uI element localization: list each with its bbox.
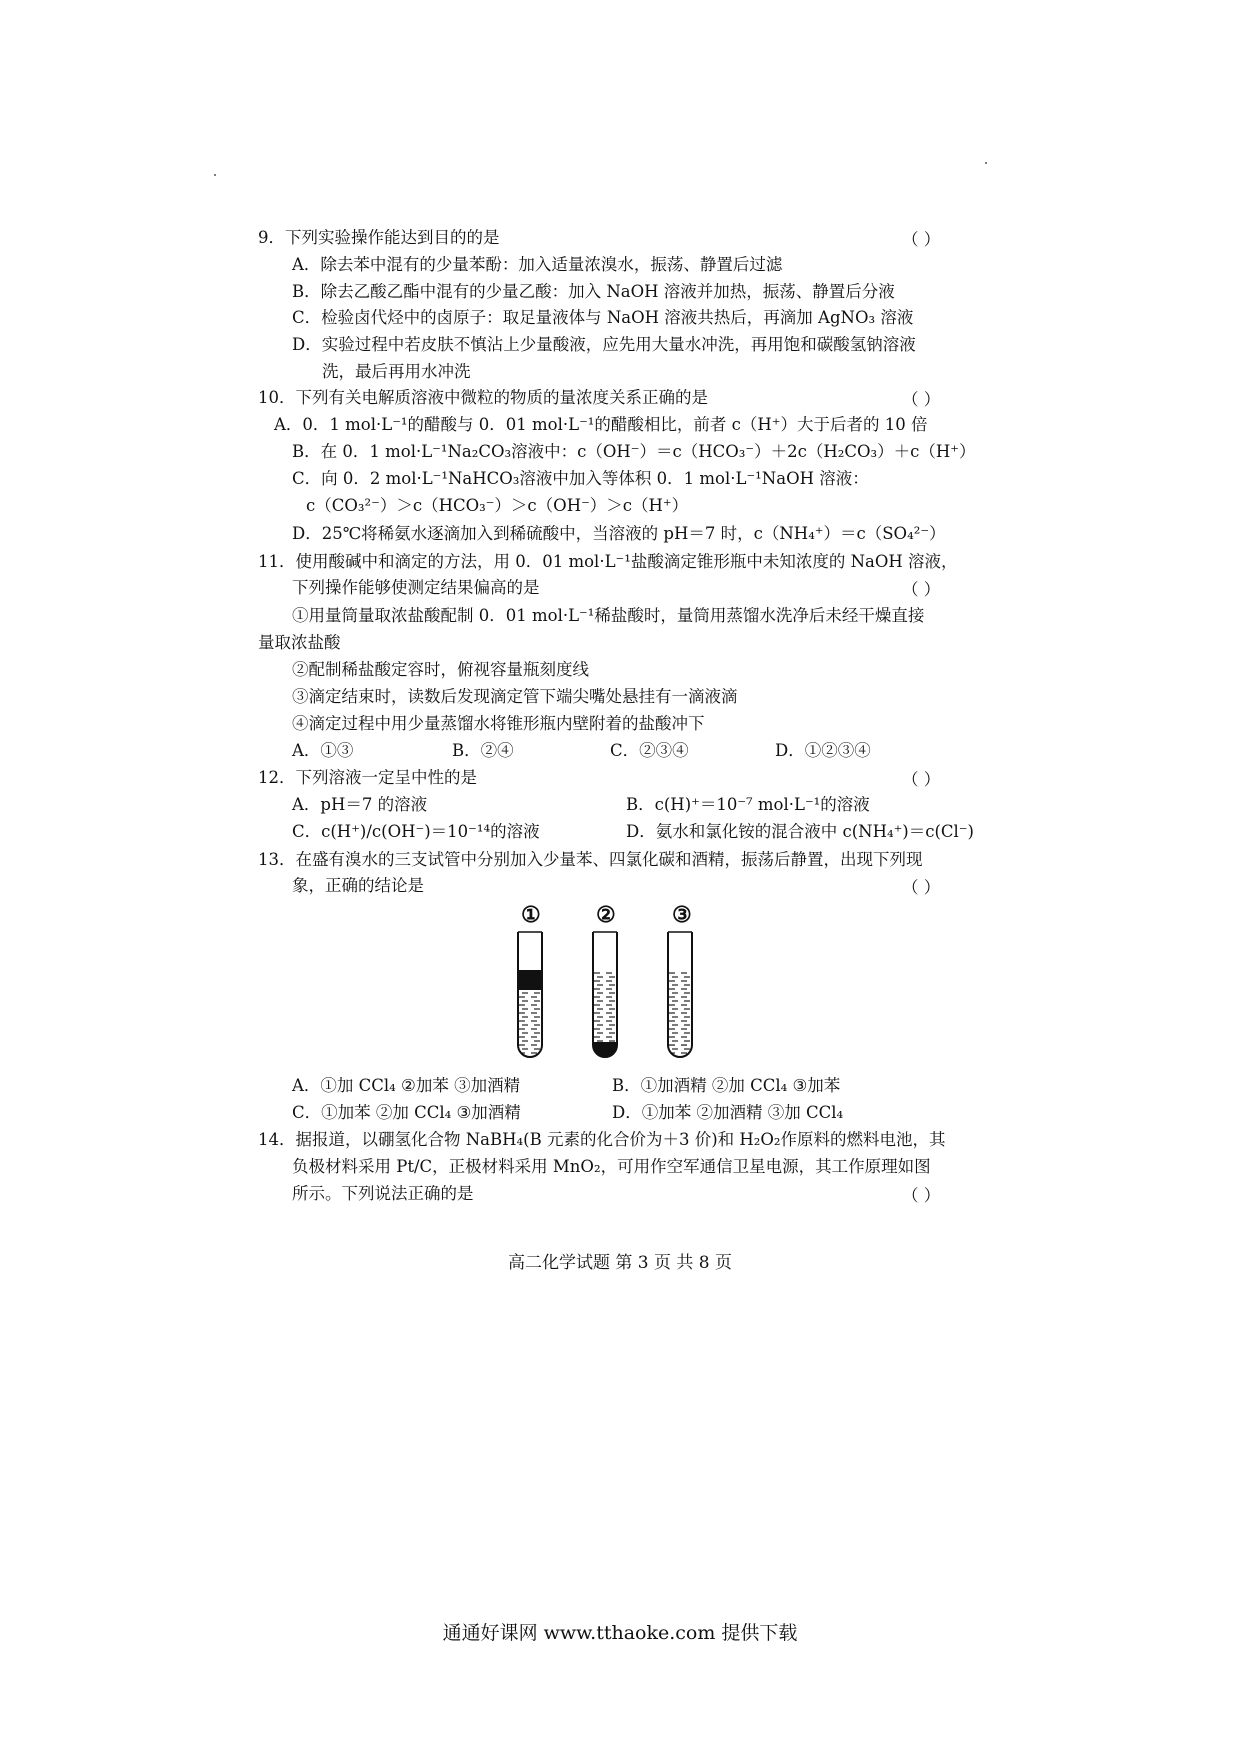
q10-option-a: A．0．1 mol·L⁻¹的醋酸与 0．01 mol·L⁻¹的醋酸相比，前者 c（H⁺）大于后者的 10 倍: [274, 415, 928, 434]
q9-option-b: B．除去乙酸乙酯中混有的少量乙酸：加入 NaOH 溶液并加热，振荡、静置后分液: [292, 282, 895, 301]
q12-option-c: C．c(H⁺)/c(OH⁻)＝10⁻¹⁴的溶液: [292, 822, 540, 841]
q13-option-a: A．①加 CCl₄ ②加苯 ③加酒精: [292, 1076, 521, 1095]
q13-answer-paren: （ ）: [902, 878, 941, 897]
q13-option-b: B．①加酒精 ②加 CCl₄ ③加苯: [612, 1076, 841, 1095]
q11-option-c: C．②③④: [610, 741, 689, 760]
tube-1: [518, 932, 542, 1068]
q10-option-b: B．在 0．1 mol·L⁻¹Na₂CO₃溶液中：c（OH⁻）＝c（HCO₃⁻）＋2c（H₂CO₃）＋c（H⁺）: [292, 442, 976, 461]
scan-speck: [985, 162, 987, 164]
q11-statement-4: ④滴定过程中用少量蒸馏水将锥形瓶内壁附着的盐酸冲下: [292, 714, 705, 733]
q13-option-d: D．①加苯 ②加酒精 ③加 CCl₄: [612, 1103, 844, 1122]
page-footer: 高二化学试题 第 3 页 共 8 页: [507, 1253, 733, 1273]
test-tube-drawing: [505, 930, 755, 1080]
tube-2-label: ②: [596, 902, 616, 928]
q10-option-c-cont: c（CO₃²⁻）＞c（HCO₃⁻）＞c（OH⁻）＞c（H⁺）: [306, 496, 689, 515]
q13-stem-cont: 象，正确的结论是: [292, 876, 424, 895]
tube-3: [668, 932, 692, 1057]
q11-answer-paren: （ ）: [902, 580, 941, 599]
q9-option-d: D．实验过程中若皮肤不慎沾上少量酸液，应先用大量水冲洗，再用饱和碳酸氢钠溶液: [292, 335, 916, 354]
watermark-text: 通通好课网 www.tthaoke.com 提供下载: [442, 1622, 798, 1644]
q9-option-c: C．检验卤代烃中的卤原子：取足量液体与 NaOH 溶液共热后，再滴加 AgNO₃ 溶液: [292, 308, 914, 327]
q11-option-b: B．②④: [452, 741, 514, 760]
q11-statement-1-cont: 量取浓盐酸: [258, 633, 341, 652]
q9-stem: 9．下列实验操作能达到目的的是: [258, 228, 500, 247]
q10-stem: 10．下列有关电解质溶液中微粒的物质的量浓度关系正确的是: [258, 388, 708, 407]
tube-1-label: ①: [521, 902, 541, 928]
q14-stem-cont-2: 所示。下列说法正确的是: [292, 1184, 474, 1203]
q14-stem: 14．据报道，以硼氢化合物 NaBH₄(B 元素的化合价为＋3 价)和 H₂O₂作原料的燃料电池，其: [258, 1130, 946, 1149]
q10-answer-paren: （ ）: [902, 390, 941, 409]
q11-statement-3: ③滴定结束时，读数后发现滴定管下端尖嘴处悬挂有一滴液滴: [292, 687, 738, 706]
q11-stem-cont: 下列操作能够使测定结果偏高的是: [292, 578, 540, 597]
q13-stem: 13．在盛有溴水的三支试管中分别加入少量苯、四氯化碳和酒精，振荡后静置，出现下列现: [258, 850, 923, 869]
q12-stem: 12．下列溶液一定呈中性的是: [258, 768, 477, 787]
q14-answer-paren: （ ）: [902, 1186, 941, 1205]
q11-statement-2: ②配制稀盐酸定容时，俯视容量瓶刻度线: [292, 660, 589, 679]
q12-answer-paren: （ ）: [902, 770, 941, 789]
q14-stem-cont-1: 负极材料采用 Pt/C，正极材料采用 MnO₂，可用作空军通信卫星电源，其工作原理如图: [292, 1157, 931, 1176]
tube-3-label: ③: [672, 902, 692, 928]
q10-option-d: D．25℃将稀氨水逐滴加入到稀硫酸中，当溶液的 pH＝7 时，c（NH₄⁺）＝c（SO₄²⁻）: [292, 524, 946, 543]
q11-stem: 11．使用酸碱中和滴定的方法，用 0．01 mol·L⁻¹盐酸滴定锥形瓶中未知浓度的 NaOH 溶液，: [258, 552, 958, 571]
q11-option-a: A．①③: [292, 741, 354, 760]
q11-option-d: D．①②③④: [775, 741, 871, 760]
q10-option-c: C．向 0．2 mol·L⁻¹NaHCO₃溶液中加入等体积 0．1 mol·L⁻¹NaOH 溶液：: [292, 469, 869, 488]
q9-option-d-cont: 洗，最后再用水冲洗: [322, 362, 471, 381]
q12-option-d: D．氨水和氯化铵的混合液中 c(NH₄⁺)＝c(Cl⁻): [626, 822, 974, 841]
q13-option-c: C．①加苯 ②加 CCl₄ ③加酒精: [292, 1103, 521, 1122]
q9-answer-paren: （ ）: [902, 230, 941, 249]
scan-speck: [214, 174, 216, 176]
q12-option-a: A．pH＝7 的溶液: [292, 795, 428, 814]
q9-option-a: A．除去苯中混有的少量苯酚：加入适量浓溴水，振荡、静置后过滤: [292, 255, 783, 274]
tube-2: [593, 932, 617, 1057]
q11-statement-1: ①用量筒量取浓盐酸配制 0．01 mol·L⁻¹稀盐酸时，量筒用蒸馏水洗净后未经干燥直接: [292, 606, 925, 625]
q12-option-b: B．c(H)⁺＝10⁻⁷ mol·L⁻¹的溶液: [626, 795, 870, 814]
